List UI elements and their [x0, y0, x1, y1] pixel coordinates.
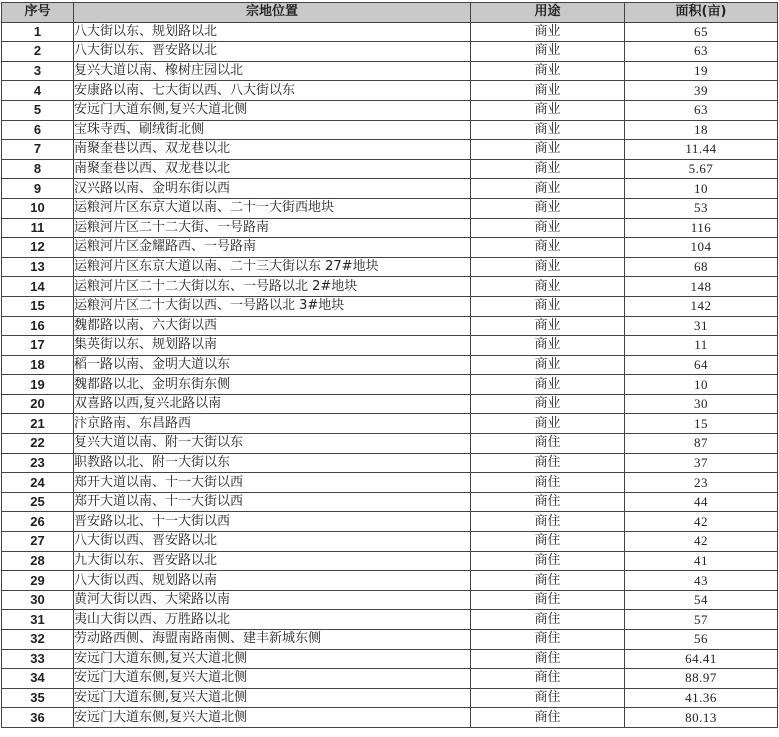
cell-area: 5.67	[625, 159, 778, 179]
table-row	[2, 532, 778, 552]
cell-use: 商业	[471, 198, 625, 218]
table-row	[2, 492, 778, 512]
table-row	[2, 473, 778, 493]
cell-area: 41.36	[625, 688, 778, 708]
cell-serial-number: 31	[2, 610, 74, 630]
cell-use: 商业	[471, 355, 625, 375]
table-body	[2, 22, 778, 727]
table-row	[2, 571, 778, 591]
cell-area: 64	[625, 355, 778, 375]
cell-use: 商业	[471, 375, 625, 395]
table-row	[2, 296, 778, 316]
cell-use: 商业	[471, 179, 625, 199]
cell-use: 商业	[471, 257, 625, 277]
cell-location: 郑开大道以南、十一大街以西	[74, 473, 471, 493]
cell-location: 运粮河片区东京大道以南、二十三大街以东 27#地块	[74, 257, 471, 277]
cell-area: 53	[625, 198, 778, 218]
cell-location: 南聚奎巷以西、双龙巷以北	[74, 159, 471, 179]
table-row	[2, 42, 778, 62]
cell-serial-number: 28	[2, 551, 74, 571]
cell-area: 116	[625, 218, 778, 238]
cell-area: 80.13	[625, 708, 778, 728]
cell-serial-number: 16	[2, 316, 74, 336]
cell-serial-number: 19	[2, 375, 74, 395]
cell-location: 安康路以南、七大街以西、八大街以东	[74, 81, 471, 101]
cell-location: 安远门大道东侧,复兴大道北侧	[74, 100, 471, 120]
cell-serial-number: 25	[2, 492, 74, 512]
cell-serial-number: 22	[2, 434, 74, 454]
cell-serial-number: 13	[2, 257, 74, 277]
cell-serial-number: 3	[2, 61, 74, 81]
cell-location: 郑开大道以南、十一大街以西	[74, 492, 471, 512]
table-row	[2, 277, 778, 297]
table-row	[2, 81, 778, 101]
cell-use: 商业	[471, 336, 625, 356]
cell-use: 商业	[471, 22, 625, 42]
cell-use: 商住	[471, 551, 625, 571]
cell-use: 商业	[471, 42, 625, 62]
cell-area: 31	[625, 316, 778, 336]
table-row	[2, 590, 778, 610]
cell-location: 八大街以西、晋安路以北	[74, 532, 471, 552]
cell-location: 汉兴路以南、金明东街以西	[74, 179, 471, 199]
cell-location: 魏都路以南、六大街以西	[74, 316, 471, 336]
cell-use: 商住	[471, 590, 625, 610]
cell-location: 运粮河片区二十二大街、一号路南	[74, 218, 471, 238]
cell-area: 30	[625, 394, 778, 414]
cell-use: 商业	[471, 100, 625, 120]
cell-area: 64.41	[625, 649, 778, 669]
cell-area: 56	[625, 630, 778, 650]
table-row	[2, 22, 778, 42]
cell-area: 88.97	[625, 669, 778, 689]
cell-area: 11	[625, 336, 778, 356]
cell-location: 复兴大道以南、橡树庄园以北	[74, 61, 471, 81]
table-row	[2, 434, 778, 454]
cell-location: 安远门大道东侧,复兴大道北侧	[74, 669, 471, 689]
cell-area: 23	[625, 473, 778, 493]
cell-use: 商业	[471, 218, 625, 238]
cell-area: 10	[625, 179, 778, 199]
cell-serial-number: 8	[2, 159, 74, 179]
cell-serial-number: 12	[2, 238, 74, 258]
cell-use: 商住	[471, 649, 625, 669]
cell-use: 商住	[471, 669, 625, 689]
cell-location: 八大街以东、晋安路以北	[74, 42, 471, 62]
table-row	[2, 159, 778, 179]
cell-use: 商住	[471, 532, 625, 552]
cell-location: 黄河大街以西、大梁路以南	[74, 590, 471, 610]
cell-use: 商业	[471, 159, 625, 179]
cell-serial-number: 26	[2, 512, 74, 532]
cell-use: 商业	[471, 277, 625, 297]
table-row	[2, 198, 778, 218]
cell-serial-number: 17	[2, 336, 74, 356]
cell-use: 商住	[471, 688, 625, 708]
cell-serial-number: 36	[2, 708, 74, 728]
cell-location: 宝珠寺西、刷绒街北侧	[74, 120, 471, 140]
cell-serial-number: 18	[2, 355, 74, 375]
table-row	[2, 257, 778, 277]
cell-serial-number: 10	[2, 198, 74, 218]
cell-area: 19	[625, 61, 778, 81]
cell-use: 商业	[471, 140, 625, 160]
cell-location: 稻一路以南、金明大道以东	[74, 355, 471, 375]
cell-serial-number: 20	[2, 394, 74, 414]
table-row	[2, 100, 778, 120]
cell-area: 43	[625, 571, 778, 591]
cell-serial-number: 21	[2, 414, 74, 434]
header-use: 用途	[471, 3, 625, 23]
land-parcel-table	[1, 2, 778, 728]
table-row	[2, 218, 778, 238]
cell-area: 41	[625, 551, 778, 571]
cell-location: 运粮河片区金耀路西、一号路南	[74, 238, 471, 258]
cell-area: 63	[625, 42, 778, 62]
cell-use: 商业	[471, 316, 625, 336]
cell-serial-number: 33	[2, 649, 74, 669]
cell-use: 商业	[471, 61, 625, 81]
cell-use: 商住	[471, 434, 625, 454]
table-row	[2, 630, 778, 650]
cell-serial-number: 30	[2, 590, 74, 610]
cell-serial-number: 2	[2, 42, 74, 62]
header-area: 面积(亩)	[625, 3, 778, 23]
cell-use: 商住	[471, 512, 625, 532]
cell-area: 57	[625, 610, 778, 630]
table-row	[2, 179, 778, 199]
cell-location: 汴京路南、东昌路西	[74, 414, 471, 434]
cell-serial-number: 4	[2, 81, 74, 101]
cell-area: 87	[625, 434, 778, 454]
table-row	[2, 551, 778, 571]
table-row	[2, 140, 778, 160]
cell-location: 八大街以西、规划路以南	[74, 571, 471, 591]
cell-location: 运粮河片区二十大街以西、一号路以北 3#地块	[74, 296, 471, 316]
table-row	[2, 394, 778, 414]
cell-serial-number: 5	[2, 100, 74, 120]
cell-location: 夷山大街以西、万胜路以北	[74, 610, 471, 630]
table-row	[2, 512, 778, 532]
cell-area: 54	[625, 590, 778, 610]
cell-area: 42	[625, 512, 778, 532]
cell-location: 运粮河片区二十二大街以东、一号路以北 2#地块	[74, 277, 471, 297]
cell-use: 商住	[471, 453, 625, 473]
header-serial-number: 序号	[2, 3, 74, 23]
cell-serial-number: 32	[2, 630, 74, 650]
cell-serial-number: 24	[2, 473, 74, 493]
cell-location: 复兴大道以南、附一大街以东	[74, 434, 471, 454]
cell-serial-number: 35	[2, 688, 74, 708]
table-row	[2, 669, 778, 689]
cell-location: 运粮河片区东京大道以南、二十一大街西地块	[74, 198, 471, 218]
table-header-row	[2, 3, 778, 23]
table-row	[2, 355, 778, 375]
cell-area: 37	[625, 453, 778, 473]
cell-serial-number: 34	[2, 669, 74, 689]
cell-serial-number: 23	[2, 453, 74, 473]
cell-area: 15	[625, 414, 778, 434]
cell-use: 商住	[471, 571, 625, 591]
cell-use: 商业	[471, 414, 625, 434]
cell-use: 商住	[471, 473, 625, 493]
cell-area: 11.44	[625, 140, 778, 160]
cell-serial-number: 7	[2, 140, 74, 160]
cell-use: 商业	[471, 394, 625, 414]
cell-serial-number: 14	[2, 277, 74, 297]
cell-use: 商业	[471, 296, 625, 316]
cell-location: 九大街以东、晋安路以北	[74, 551, 471, 571]
cell-serial-number: 11	[2, 218, 74, 238]
table-row	[2, 708, 778, 728]
table-row	[2, 649, 778, 669]
cell-use: 商业	[471, 81, 625, 101]
cell-location: 安远门大道东侧,复兴大道北侧	[74, 708, 471, 728]
cell-use: 商业	[471, 120, 625, 140]
cell-location: 南聚奎巷以西、双龙巷以北	[74, 140, 471, 160]
table-row	[2, 414, 778, 434]
cell-serial-number: 29	[2, 571, 74, 591]
cell-serial-number: 1	[2, 22, 74, 42]
cell-area: 142	[625, 296, 778, 316]
cell-location: 安远门大道东侧,复兴大道北侧	[74, 649, 471, 669]
table-row	[2, 316, 778, 336]
cell-area: 104	[625, 238, 778, 258]
cell-serial-number: 9	[2, 179, 74, 199]
cell-location: 集英街以东、规划路以南	[74, 336, 471, 356]
cell-area: 68	[625, 257, 778, 277]
cell-location: 安远门大道东侧,复兴大道北侧	[74, 688, 471, 708]
cell-use: 商住	[471, 492, 625, 512]
cell-serial-number: 27	[2, 532, 74, 552]
cell-area: 148	[625, 277, 778, 297]
table-row	[2, 375, 778, 395]
cell-location: 职教路以北、附一大街以东	[74, 453, 471, 473]
cell-area: 42	[625, 532, 778, 552]
cell-area: 65	[625, 22, 778, 42]
cell-serial-number: 15	[2, 296, 74, 316]
cell-use: 商住	[471, 630, 625, 650]
cell-area: 44	[625, 492, 778, 512]
header-location: 宗地位置	[74, 3, 471, 23]
cell-location: 劳动路西侧、海盟南路南侧、建丰新城东侧	[74, 630, 471, 650]
table-row	[2, 453, 778, 473]
cell-location: 魏都路以北、金明东街东侧	[74, 375, 471, 395]
cell-serial-number: 6	[2, 120, 74, 140]
cell-location: 双喜路以西,复兴北路以南	[74, 394, 471, 414]
table-row	[2, 336, 778, 356]
table-row	[2, 120, 778, 140]
cell-area: 63	[625, 100, 778, 120]
cell-location: 晋安路以北、十一大街以西	[74, 512, 471, 532]
cell-use: 商住	[471, 610, 625, 630]
cell-use: 商住	[471, 708, 625, 728]
table-row	[2, 610, 778, 630]
table-row	[2, 61, 778, 81]
cell-location: 八大街以东、规划路以北	[74, 22, 471, 42]
table-row	[2, 688, 778, 708]
cell-area: 39	[625, 81, 778, 101]
table-row	[2, 238, 778, 258]
cell-area: 10	[625, 375, 778, 395]
cell-use: 商业	[471, 238, 625, 258]
cell-area: 18	[625, 120, 778, 140]
